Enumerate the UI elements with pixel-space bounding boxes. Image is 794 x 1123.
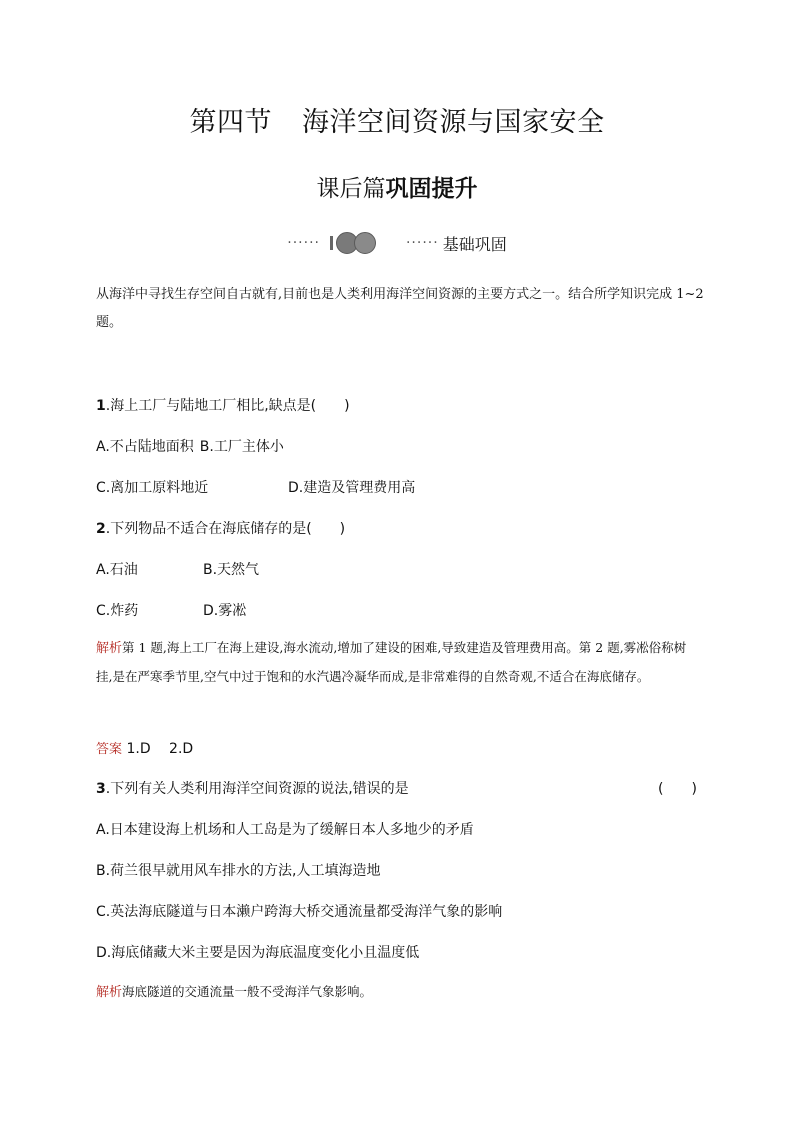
answer-1-text: 1.D 2.D [122,741,194,757]
question-2-option-c: C.炸药 [96,603,139,619]
page-subtitle [0,170,794,203]
intro-paragraph: 从海洋中寻找生存空间自古就有,目前也是人类利用海洋空间资源的主要方式之一。结合所学知识完成 1~2 题。 [96,287,704,330]
question-3-text: .下列有关人类利用海洋空间资源的说法,错误的是 [105,781,409,797]
question-2-text: .下列物品不适合在海底储存的是( ) [105,521,346,537]
analysis-1 [96,634,701,691]
subtitle-bold: 巩固提升 [385,176,478,202]
analysis-1-text: 第 1 题,海上工厂在海上建设,海水流动,增加了建设的困难,导致建造及管理费用高。第 2 题,雾凇俗称树挂,是在严寒季节里,空气中过于饱和的水汽遇冷凝华而成,是非常难得的自然奇观,不适合在海底储存。 [96,640,687,684]
question-2-option-a: A.石油 [96,562,138,578]
question-3-option-c: C.英法海底隧道与日本濑户跨海大桥交通流量都受海洋气象的影响 [96,904,503,920]
question-3-option-b: B.荷兰很早就用风车排水的方法,人工填海造地 [96,863,381,879]
title-section-number: 第四节 [189,107,272,138]
question-3-option-d: D.海底储藏大米主要是因为海底温度变化小且温度低 [96,945,420,961]
question-2-option-d: D.雾凇 [203,603,247,619]
question-2-option-b: B.天然气 [203,562,260,578]
question-3-answer-paren: ( ) [658,781,697,797]
question-1-option-d: D.建造及管理费用高 [288,480,416,496]
subtitle-normal: 课后篇 [316,176,386,202]
analysis-3-text: 海底隧道的交通流量一般不受海洋气象影响。 [122,984,373,999]
page-title [0,100,794,139]
analysis-3-tag: 解析 [96,985,123,1000]
section-label: 基础巩固 [442,234,507,254]
question-3 [96,778,706,798]
question-1-option-ab [96,436,284,456]
question-1-text: .海上工厂与陆地工厂相比,缺点是( ) [105,398,350,414]
question-3-number: 3 [96,781,106,797]
analysis-3 [96,978,701,1007]
answer-1-tag: 答案 [96,742,123,757]
section-dots-left: ······ [287,235,320,251]
analysis-1-tag: 解析 [96,641,123,656]
answer-1 [96,738,193,758]
question-1-option-a: A.不占陆地面积 [96,439,194,455]
title-topic: 海洋空间资源与国家安全 [302,107,605,138]
question-1-option-c: C.离加工原料地近 [96,480,209,496]
section-banner [0,230,794,256]
question-2 [96,518,706,538]
question-1 [96,395,706,415]
question-1-number: 1 [96,398,106,414]
question-3-option-a: A.日本建设海上机场和人工岛是为了缓解日本人多地少的矛盾 [96,822,474,838]
question-1-option-b: B.工厂主体小 [199,439,284,455]
section-circles-icon [330,232,376,254]
question-2-number: 2 [96,521,106,537]
section-dots-right: ······ [405,235,439,251]
